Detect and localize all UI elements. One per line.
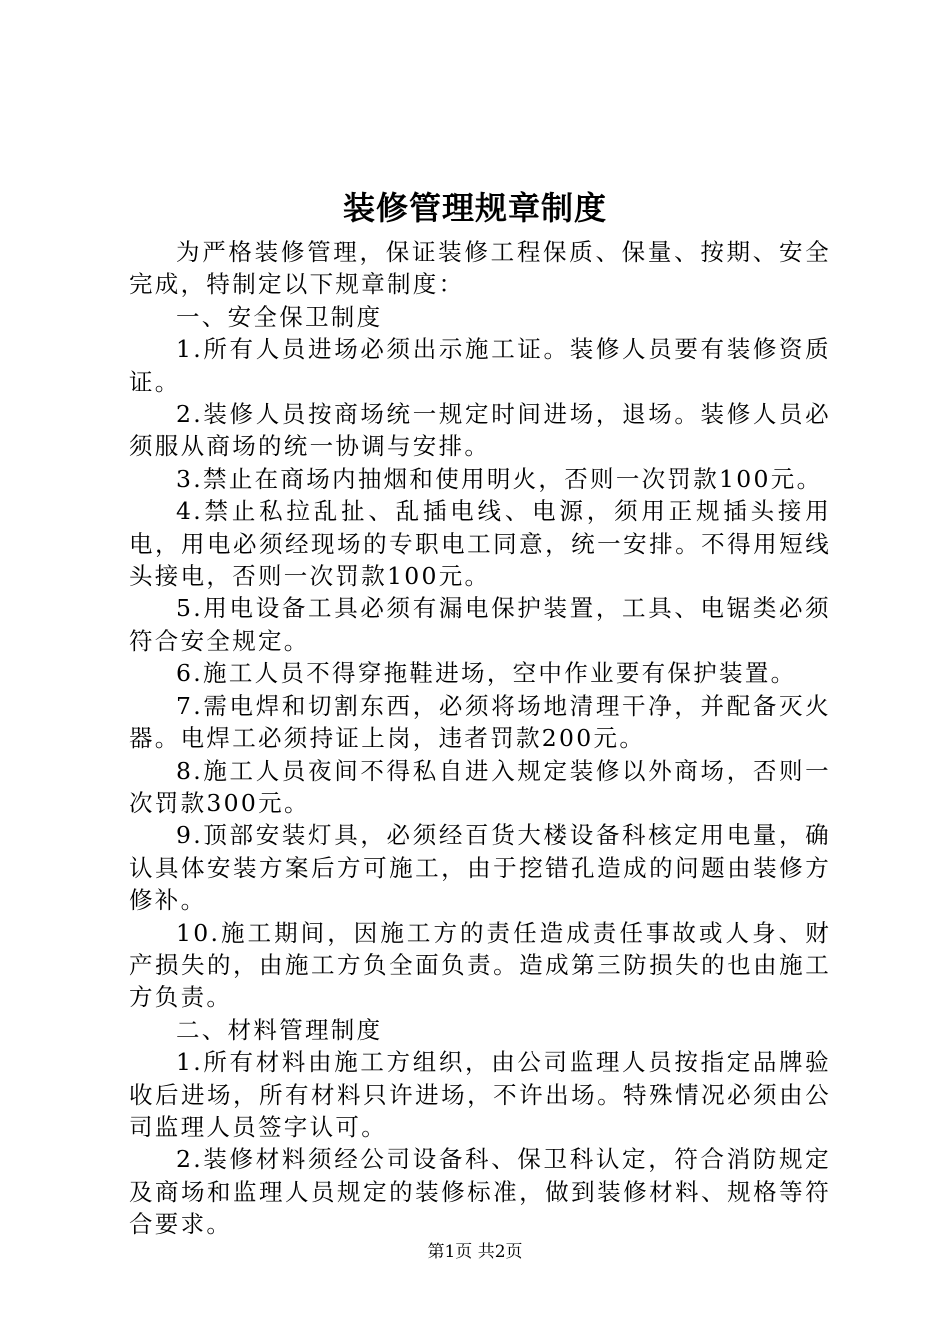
paragraph-item: 4.禁止私拉乱扯、乱插电线、电源，须用正规插头接用电，用电必须经现场的专职电工同意，统一安排。不得用短线头接电，否则一次罚款100元。: [129, 497, 831, 591]
paragraph-item: 2.装修人员按商场统一规定时间进场，退场。装修人员必须服从商场的统一协调与安排。: [129, 400, 831, 461]
paragraph-item: 9.顶部安装灯具，必须经百货大楼设备科核定用电量，确认具体安装方案后方可施工，由于挖错孔造成的问题由装修方修补。: [129, 821, 831, 915]
paragraph-item: 8.施工人员夜间不得私自进入规定装修以外商场，否则一次罚款300元。: [129, 756, 831, 817]
paragraph-item: 7.需电焊和切割东西，必须将场地清理干净，并配备灭火器。电焊工必须持证上岗，违者罚款200元。: [129, 691, 831, 753]
section-heading-materials: 二、材料管理制度: [176, 1015, 383, 1044]
section-heading-security: 一、安全保卫制度: [176, 302, 383, 331]
paragraph-item: 10.施工期间，因施工方的责任造成责任事故或人身、财产损失的，由施工方负全面负责。造成第三防损失的也由施工方负责。: [129, 918, 831, 1012]
paragraph-item: 1.所有人员进场必须出示施工证。装修人员要有装修资质证。: [129, 335, 831, 396]
paragraph-item: 5.用电设备工具必须有漏电保护装置，工具、电锯类必须符合安全规定。: [129, 594, 831, 655]
paragraph-item: 3.禁止在商场内抽烟和使用明火，否则一次罚款100元。: [176, 464, 823, 493]
paragraph-item: 2.装修材料须经公司设备科、保卫科认定，符合消防规定及商场和监理人员规定的装修标准，做到装修材料、规格等符合要求。: [129, 1145, 831, 1239]
paragraph-intro: 为严格装修管理，保证装修工程保质、保量、按期、安全完成，特制定以下规章制度：: [129, 238, 831, 299]
paragraph-item: 1.所有材料由施工方组织，由公司监理人员按指定品牌验收后进场，所有材料只许进场，不许出场。特殊情况必须由公司监理人员签字认可。: [129, 1048, 831, 1141]
document-body: [129, 236, 831, 1241]
page-footer: 第1页 共2页: [427, 1242, 523, 1262]
document-title: 装修管理规章制度: [342, 189, 607, 227]
paragraph-item: 6.施工人员不得穿拖鞋进场，空中作业要有保护装置。: [176, 659, 797, 688]
